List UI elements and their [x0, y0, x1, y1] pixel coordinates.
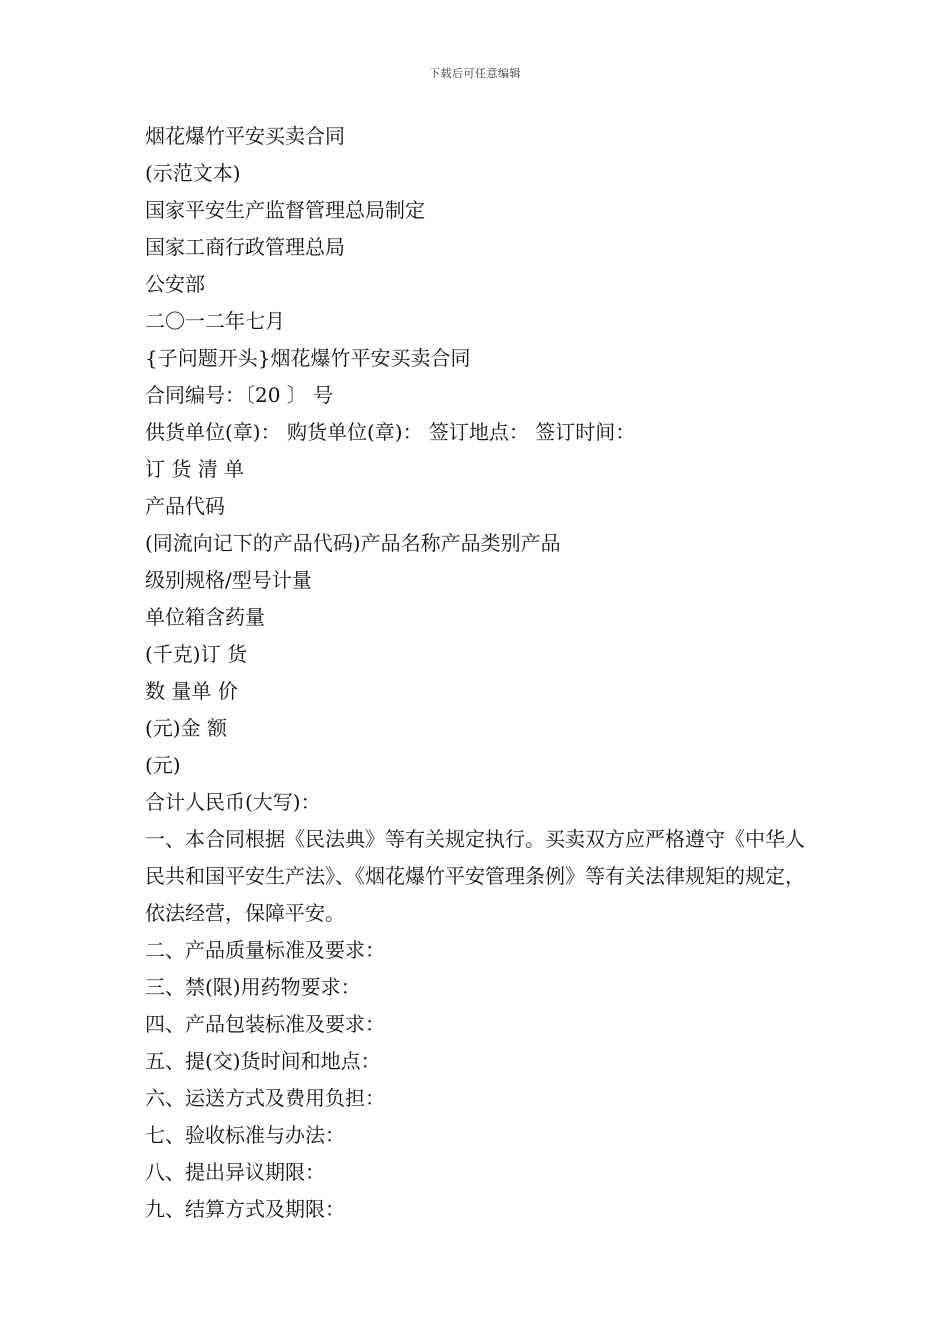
issuer-line: 国家平安生产监督管理总局制定 [145, 198, 425, 222]
clause-item: 六、运送方式及费用负担： [145, 1086, 385, 1110]
table-header-line: (千克)订 货 [145, 642, 247, 666]
clause-item: 五、提(交)货时间和地点： [145, 1049, 381, 1073]
clause-item: 八、提出异议期限： [145, 1160, 325, 1184]
document-body [145, 118, 815, 1228]
section-heading: {子问题开头}烟花爆竹平安买卖合同 [145, 346, 471, 370]
clause-item: 三、禁(限)用药物要求： [145, 975, 361, 999]
clause-one-paragraph: 一、本合同根据《民法典》等有关规定执行。买卖双方应严格遵守《中华人民共和国平安生产法》、《烟花爆竹平安管理条例》等有关法律规矩的规定，依法经营，保障平安。 [145, 827, 805, 925]
clause-item: 四、产品包装标准及要求： [145, 1012, 385, 1036]
order-list-heading: 订 货 清 单 [145, 457, 245, 481]
contract-number: 合同编号：〔20 〕 号 [145, 383, 334, 407]
table-header-line: (元) [145, 753, 181, 777]
issue-date: 二〇一二年七月 [145, 309, 285, 333]
party-fields: 供货单位(章)： 购货单位(章)： 签订地点： 签订时间： [145, 420, 636, 444]
clause-item: 七、验收标准与办法： [145, 1123, 345, 1147]
document-title: 烟花爆竹平安买卖合同 [145, 124, 345, 148]
header-note: 下载后可任意编辑 [429, 67, 521, 80]
table-header-line: 单位箱含药量 [145, 605, 265, 629]
total-amount-line: 合计人民币(大写)： [145, 790, 321, 814]
table-header-line: 数 量单 价 [145, 679, 238, 703]
table-header-line: 产品代码 [145, 494, 225, 518]
table-header-line: 级别规格/型号计量 [145, 568, 312, 592]
clause-item: 九、结算方式及期限： [145, 1197, 345, 1221]
document-subtitle: (示范文本) [145, 161, 241, 185]
clause-item: 二、产品质量标准及要求： [145, 938, 385, 962]
issuer-line: 国家工商行政管理总局 [145, 235, 345, 259]
table-header-line: (同流向记下的产品代码)产品名称产品类别产品 [145, 531, 561, 555]
issuer-line: 公安部 [145, 272, 205, 296]
table-header-line: (元)金 额 [145, 716, 227, 740]
